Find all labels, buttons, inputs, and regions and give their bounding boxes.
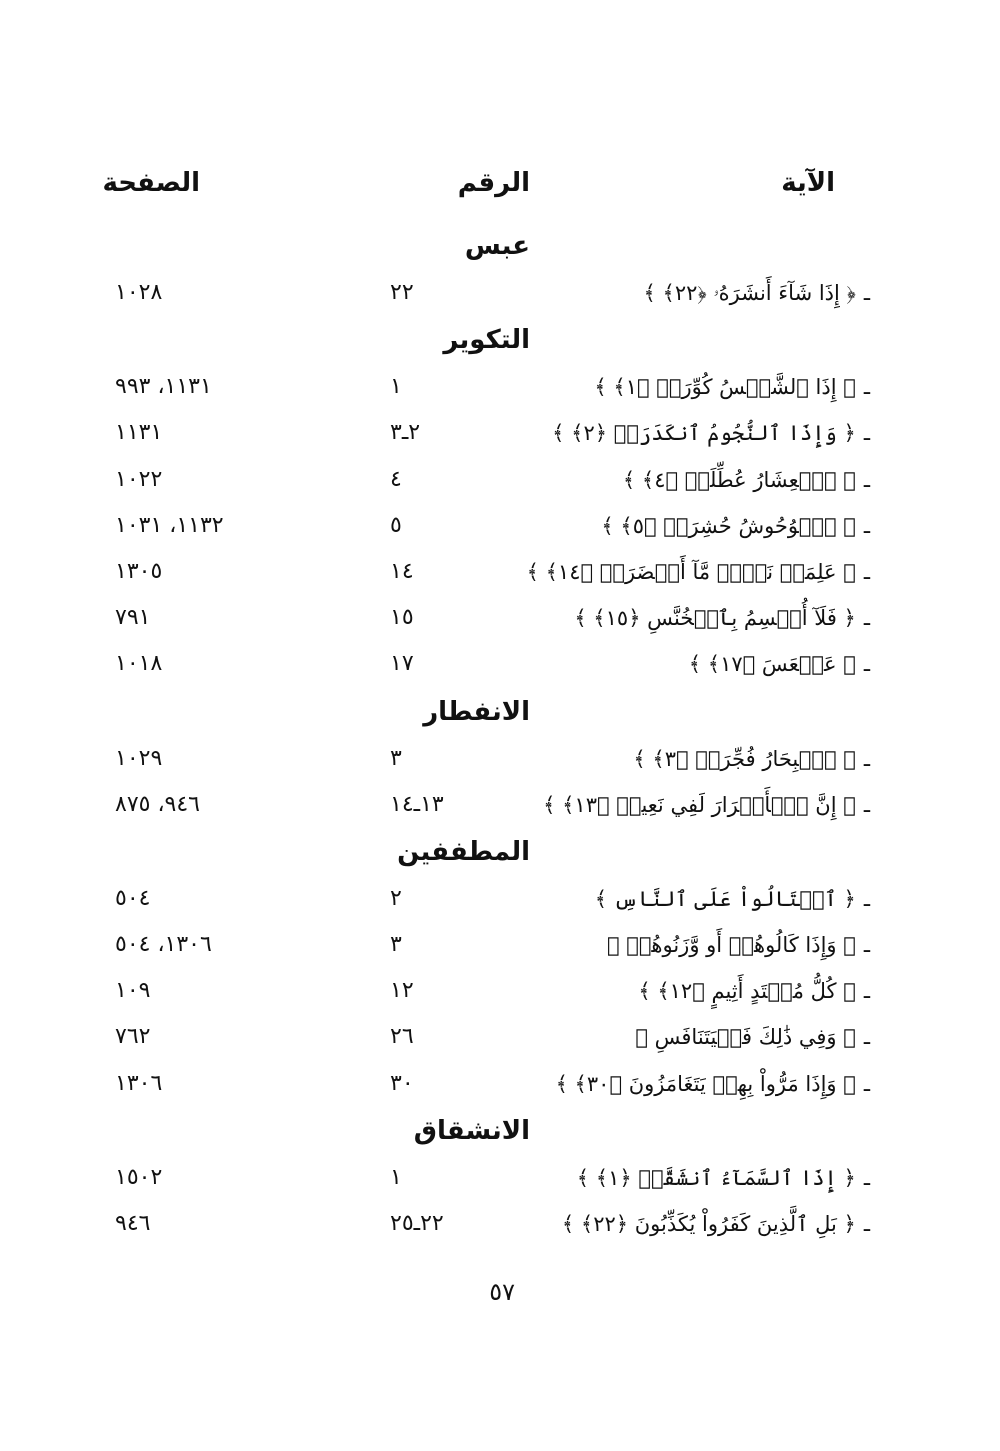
- bullet-dash: ـ: [863, 792, 870, 817]
- number-column-header: الرقم: [457, 168, 530, 198]
- verse-text: [689, 641, 870, 687]
- verse-text: [552, 410, 870, 456]
- surah-name: المطففين: [397, 836, 530, 867]
- bullet-dash: ـ: [863, 375, 870, 400]
- verse-quote: ﴿ كُلُّ مُعۡتَدٍ أَثِيمٍ ﴿١٢﴾ ﴾: [638, 979, 856, 1004]
- page-reference: ١٣٠٦، ٥٠٤: [115, 932, 212, 958]
- page-reference: ١١٣١، ٩٩٣: [115, 374, 212, 400]
- verse-text: [556, 1061, 870, 1107]
- index-row: [0, 968, 1000, 1014]
- verse-text: [574, 595, 870, 641]
- surah-name: التكوير: [443, 325, 530, 356]
- verse-quote: ﴿ إِذَا ٱلسَّمَآءُ ٱنشَقَّتۡ ﴿١﴾ ﴾: [576, 1165, 856, 1190]
- verse-quote: ﴿ عَلِمَتۡ نَفۡسٞ مَّآ أَحۡضَرَتۡ ﴿١٤﴾ ﴾: [526, 559, 856, 584]
- verse-text: [638, 968, 870, 1014]
- page-reference: ١٣٠٦: [115, 1070, 163, 1096]
- page-column-header: الصفحة: [102, 168, 200, 198]
- page-reference: ١٠٩: [115, 978, 151, 1004]
- page-reference: ١٠٢٢: [115, 466, 163, 492]
- index-row: [0, 1014, 1000, 1060]
- page-reference: ١٠٢٩: [115, 745, 163, 771]
- bullet-dash: ـ: [863, 652, 870, 677]
- page-reference: ٩٤٦، ٨٧٥: [115, 791, 200, 817]
- verse-number: ٣٠: [390, 1070, 414, 1096]
- bullet-dash: ـ: [863, 559, 870, 584]
- index-row: [0, 410, 1000, 456]
- surah-name: الانفطار: [423, 696, 530, 727]
- bullet-dash: ـ: [863, 1071, 870, 1096]
- verse-number: ٥: [390, 512, 402, 538]
- index-row: [0, 876, 1000, 922]
- bullet-dash: ـ: [863, 979, 870, 1004]
- verse-number: ١: [390, 1164, 402, 1190]
- index-row: [0, 270, 1000, 316]
- verse-quote: ﴿ وَإِذَا كَالُوهُمۡ أَو وَّزَنُوهُمۡ ﴾: [606, 933, 856, 958]
- page-reference: ٥٠٤: [115, 885, 151, 911]
- verse-quote: ﴿ وَفِي ذَٰلِكَ فَلۡيَتَنَافَسِ ﴾: [635, 1025, 856, 1050]
- verse-number: ٣: [390, 745, 402, 771]
- verse-text: [577, 1155, 870, 1201]
- page-reference: ١٠١٨: [115, 651, 163, 677]
- bullet-dash: ـ: [863, 421, 870, 446]
- verse-number: ١٢: [390, 978, 414, 1004]
- index-row: [0, 549, 1000, 595]
- page-reference: ١١٣١: [115, 420, 163, 446]
- surah-heading: [0, 316, 1000, 364]
- verse-number: ٢٢ـ٢٥: [390, 1211, 444, 1236]
- index-body: [0, 222, 1000, 1247]
- verse-quote: ﴿ فَلَآ أُقۡسِمُ بِٱلۡخُنَّسِ ﴿١٥﴾ ﴾: [574, 606, 856, 631]
- verse-text: [601, 503, 870, 549]
- verse-number: ١٣ـ١٤: [390, 791, 444, 817]
- index-row: [0, 922, 1000, 968]
- verse-quote: ﴿ ٱلۡعِشَارُ عُطِّلَتۡ ﴿٤﴾ ﴾: [622, 467, 856, 492]
- index-row: [0, 782, 1000, 828]
- verse-text: [644, 270, 870, 316]
- verse-number: ١٤: [390, 558, 414, 584]
- verse-quote: ﴿ عَسۡعَسَ ﴿١٧﴾ ﴾: [688, 652, 856, 677]
- verse-number: ٢٦: [390, 1024, 414, 1050]
- verse-quote: ﴿ ٱكۡتَالُواْ عَلَى ٱلنَّاسِ ﴾: [594, 886, 856, 911]
- verse-quote: ﴿ إِذَا ٱلشَّمۡسُ كُوِّرَتۡ ﴿١﴾ ﴾: [594, 375, 856, 400]
- bullet-dash: ـ: [863, 1212, 870, 1236]
- page-reference: ٩٤٦: [115, 1211, 151, 1236]
- verse-quote: ﴿ إِنَّ ٱلۡأَبۡرَارَ لَفِي نَعِيمٖ ﴿١٣﴾ ﴾: [543, 792, 856, 817]
- verse-quote: ﴿ إِذَا شَآءَ أَنشَرَهُۥ ﴿٢٢﴾ ﴾: [643, 281, 856, 305]
- index-row: [0, 1201, 1000, 1247]
- page-reference: ١٠٢٨: [115, 280, 163, 305]
- verse-number: ٢: [390, 885, 402, 911]
- verse-text: [633, 736, 870, 782]
- page-number: ٥٧: [489, 1278, 515, 1306]
- verse-quote: ﴿ ٱلۡوُحُوشُ حُشِرَتۡ ﴿٥﴾ ﴾: [601, 513, 856, 538]
- page-reference: ٧٦٢: [115, 1024, 151, 1050]
- bullet-dash: ـ: [863, 467, 870, 492]
- verse-column-header: الآية: [781, 168, 835, 198]
- verse-quote: ﴿ وَإِذَا ٱلنُّجُومُ ٱنكَدَرَتۡ ﴿٢﴾ ﴾: [552, 421, 856, 446]
- verse-number: ١: [390, 374, 402, 400]
- surah-heading: [0, 688, 1000, 736]
- surah-name: عبس: [464, 231, 530, 261]
- verse-text: [562, 1201, 870, 1247]
- bullet-dash: ـ: [863, 933, 870, 958]
- verse-number: ٢٢: [390, 280, 414, 305]
- verse-text: [594, 364, 870, 410]
- verse-text: [607, 922, 870, 968]
- index-row: [0, 1061, 1000, 1107]
- index-row: [0, 1155, 1000, 1201]
- bullet-dash: ـ: [863, 281, 870, 305]
- bullet-dash: ـ: [863, 746, 870, 771]
- verse-number: ١٥: [390, 605, 414, 631]
- table-header: [0, 168, 1000, 208]
- surah-heading: [0, 828, 1000, 876]
- verse-quote: ﴿ ٱلۡبِحَارُ فُجِّرَتۡ ﴿٣﴾ ﴾: [633, 746, 856, 771]
- verse-text: [635, 1014, 870, 1060]
- verse-number: ٢ـ٣: [390, 420, 421, 446]
- surah-heading: [0, 222, 1000, 270]
- index-row: [0, 503, 1000, 549]
- bullet-dash: ـ: [863, 1165, 870, 1190]
- verse-number: ٤: [390, 466, 402, 492]
- verse-text: [623, 457, 870, 503]
- verse-number: ١٧: [390, 651, 414, 677]
- page-reference: ١٥٠٢: [115, 1164, 163, 1190]
- verse-quote: ﴿ بَلِ ٱلَّذِينَ كَفَرُواْ يُكَذِّبُونَ ﴿٢٢﴾ ﴾: [561, 1212, 856, 1236]
- index-row: [0, 736, 1000, 782]
- verse-text: [595, 876, 870, 922]
- surah-heading: [0, 1107, 1000, 1155]
- bullet-dash: ـ: [863, 886, 870, 911]
- index-row: [0, 595, 1000, 641]
- page-reference: ١١٣٢، ١٠٣١: [115, 512, 224, 538]
- bullet-dash: ـ: [863, 513, 870, 538]
- bullet-dash: ـ: [863, 1025, 870, 1050]
- surah-name: الانشقاق: [413, 1115, 530, 1146]
- verse-quote: ﴿ وَإِذَا مَرُّواْ بِهِمۡ يَتَغَامَزُونَ ﴿٣٠﴾ ﴾: [555, 1071, 856, 1096]
- verse-text: [527, 549, 870, 595]
- index-row: [0, 457, 1000, 503]
- verse-number: ٣: [390, 932, 402, 958]
- page-reference: ٧٩١: [115, 605, 151, 631]
- page-reference: ١٣٠٥: [115, 558, 163, 584]
- bullet-dash: ـ: [863, 606, 870, 631]
- index-row: [0, 641, 1000, 687]
- verse-text: [543, 782, 870, 828]
- index-row: [0, 364, 1000, 410]
